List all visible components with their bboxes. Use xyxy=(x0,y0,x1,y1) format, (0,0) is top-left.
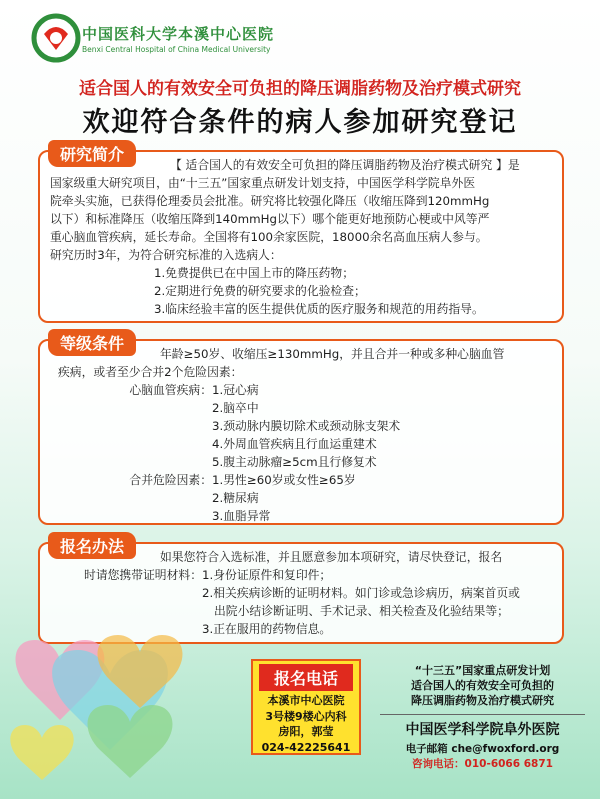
hearts-decoration-icon xyxy=(0,600,250,799)
material-item: 出院小结诊断证明、手术记录、相关检查及化验结果等； xyxy=(214,604,509,618)
materials-label: 时请您携带证明材料： xyxy=(84,568,202,582)
intro-section xyxy=(38,145,564,323)
divider xyxy=(380,714,585,715)
criteria-section xyxy=(38,334,564,525)
intro-tag: 研究简介 xyxy=(48,140,136,167)
risk-label: 合并危险因素： xyxy=(129,473,212,487)
benefit-item: 1.免费提供已在中国上市的降压药物； xyxy=(154,266,355,280)
intro-line: 以下）和标准降压（收缩压降到140mmHg以下）哪个能更好地预防心梗或中风等严 xyxy=(50,212,490,226)
page-title: 欢迎符合条件的病人参加研究登记 xyxy=(82,107,518,138)
risk-item: 3.血脂异常 xyxy=(212,509,271,523)
hospital-name-cn: 中国医科大学本溪中心医院 xyxy=(82,24,275,43)
sponsor-email[interactable]: 电子邮箱 che@fwoxford.org xyxy=(405,743,560,755)
phone-title: 报名电话 xyxy=(259,664,353,691)
sponsor-hotline[interactable]: 咨询电话：010-6066 6871 xyxy=(412,758,553,770)
hospital-logo xyxy=(30,12,274,64)
phone-number[interactable]: 024-42225641 xyxy=(261,740,351,754)
criteria-line: 疾病，或者至少合并2个危险因素： xyxy=(58,365,243,379)
risk-item: 2.糖尿病 xyxy=(212,491,259,505)
cvd-item: 2.脑卒中 xyxy=(212,401,259,415)
benefit-item: 3.临床经验丰富的医生提供优质的医疗服务和规范的用药指导。 xyxy=(154,302,484,316)
cvd-item: 5.腹主动脉瘤≥5cm且行修复术 xyxy=(212,455,377,469)
hospital-name-en: Benxi Central Hospital of China Medical University xyxy=(82,44,271,54)
sponsor-block xyxy=(380,663,585,771)
risk-item: 1.男性≥60岁或女性≥65岁 xyxy=(212,473,356,487)
phone-line: 房阳，郭莹 xyxy=(278,725,334,738)
material-item: 3.正在服用的药物信息。 xyxy=(202,622,332,636)
signup-line: 如果您符合入选标准，并且愿意参加本项研究，请尽快登记，报名 xyxy=(160,550,503,564)
sponsor-org: 中国医学科学院阜外医院 xyxy=(405,722,560,738)
signup-phone-card xyxy=(251,659,361,755)
signup-tag: 报名办法 xyxy=(48,532,136,559)
phone-line: 本溪市中心医院 xyxy=(267,694,345,707)
cvd-item: 1.冠心病 xyxy=(212,383,259,397)
material-item: 1.身份证原件和复印件； xyxy=(202,568,332,582)
phone-line: 3号楼9楼心内科 xyxy=(265,709,347,723)
intro-line: 国家级重大研究项目，由“十三五”国家重点研发计划支持，中国医学科学院阜外医 xyxy=(50,176,476,190)
sponsor-line: “十三五”国家重点研发计划 xyxy=(414,664,551,677)
intro-line: 研究历时3年，为符合研究标准的入选病人： xyxy=(50,248,282,262)
sponsor-line: 适合国人的有效安全可负担的 xyxy=(411,679,554,692)
material-item: 2.相关疾病诊断的证明材料。如门诊或急诊病历，病案首页或 xyxy=(202,586,520,600)
intro-line: 院牵头实施，已获得伦理委员会批准。研究将比较强化降压（收缩压降到120mmHg xyxy=(50,194,490,208)
cvd-label: 心脑血管疾病： xyxy=(129,383,212,397)
hospital-emblem-icon xyxy=(30,12,82,64)
cvd-item: 4.外周血管疾病且行血运重建术 xyxy=(212,437,377,451)
criteria-line: 年龄≥50岁、收缩压≥130mmHg，并且合并一种或多种心脑血管 xyxy=(160,347,505,361)
cvd-item: 3.颈动脉内膜切除术或颈动脉支架术 xyxy=(212,419,401,433)
criteria-tag: 等级条件 xyxy=(48,329,136,356)
sponsor-line: 降压调脂药物及治疗模式研究 xyxy=(411,694,554,707)
study-subtitle: 适合国人的有效安全可负担的降压调脂药物及治疗模式研究 xyxy=(79,79,521,99)
benefit-item: 2.定期进行免费的研究要求的化验检查； xyxy=(154,284,366,298)
intro-line: 重心脑血管疾病，延长寿命。全国将有100余家医院，18000余名高血压病人参与。 xyxy=(50,230,488,244)
intro-line: 【 适合国人的有效安全可负担的降压调脂药物及治疗模式研究 】是 xyxy=(170,158,520,172)
